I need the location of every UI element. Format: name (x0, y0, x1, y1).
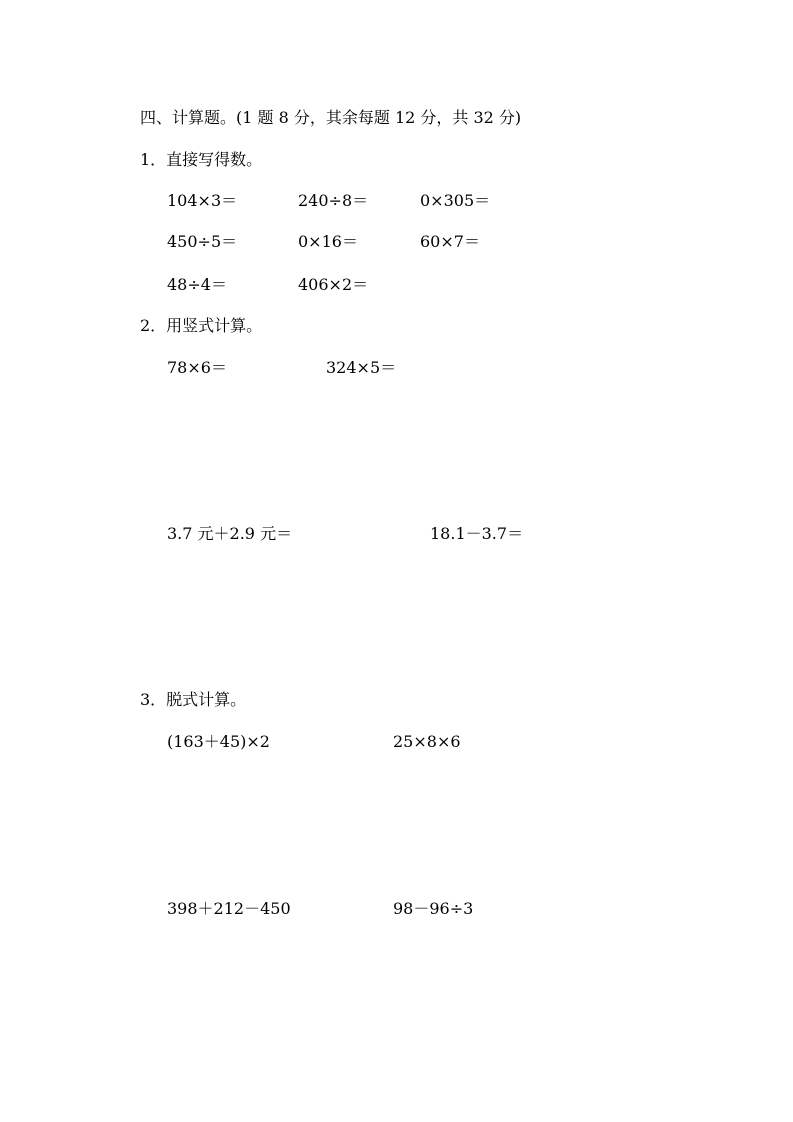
q1-item-1: 104×3＝ (167, 191, 238, 210)
q1-item-2: 240÷8＝ (298, 191, 369, 210)
q3-item-4: 98－96÷3 (393, 899, 474, 918)
section-heading: 四、计算题。(1 题 8 分，其余每题 12 分，共 32 分) (140, 108, 522, 127)
q2-title: 2．用竖式计算。 (140, 316, 263, 335)
q3-item-3: 398＋212－450 (167, 899, 291, 918)
q1-item-6: 60×7＝ (420, 232, 480, 251)
q1-item-3: 0×305＝ (420, 191, 491, 210)
q3-title: 3．脱式计算。 (140, 690, 247, 709)
q1-title: 1．直接写得数。 (140, 150, 263, 169)
q3-item-1: (163＋45)×2 (167, 732, 270, 751)
q3-item-2: 25×8×6 (393, 732, 461, 751)
q1-item-5: 0×16＝ (298, 232, 358, 251)
q2-item-1: 78×6＝ (167, 358, 227, 377)
q1-item-7: 48÷4＝ (167, 275, 227, 294)
q2-item-3: 3.7 元＋2.9 元＝ (167, 524, 293, 543)
q1-item-4: 450÷5＝ (167, 232, 238, 251)
q2-item-4: 18.1－3.7＝ (430, 524, 524, 543)
q1-item-8: 406×2＝ (298, 275, 369, 294)
q2-item-2: 324×5＝ (326, 358, 397, 377)
